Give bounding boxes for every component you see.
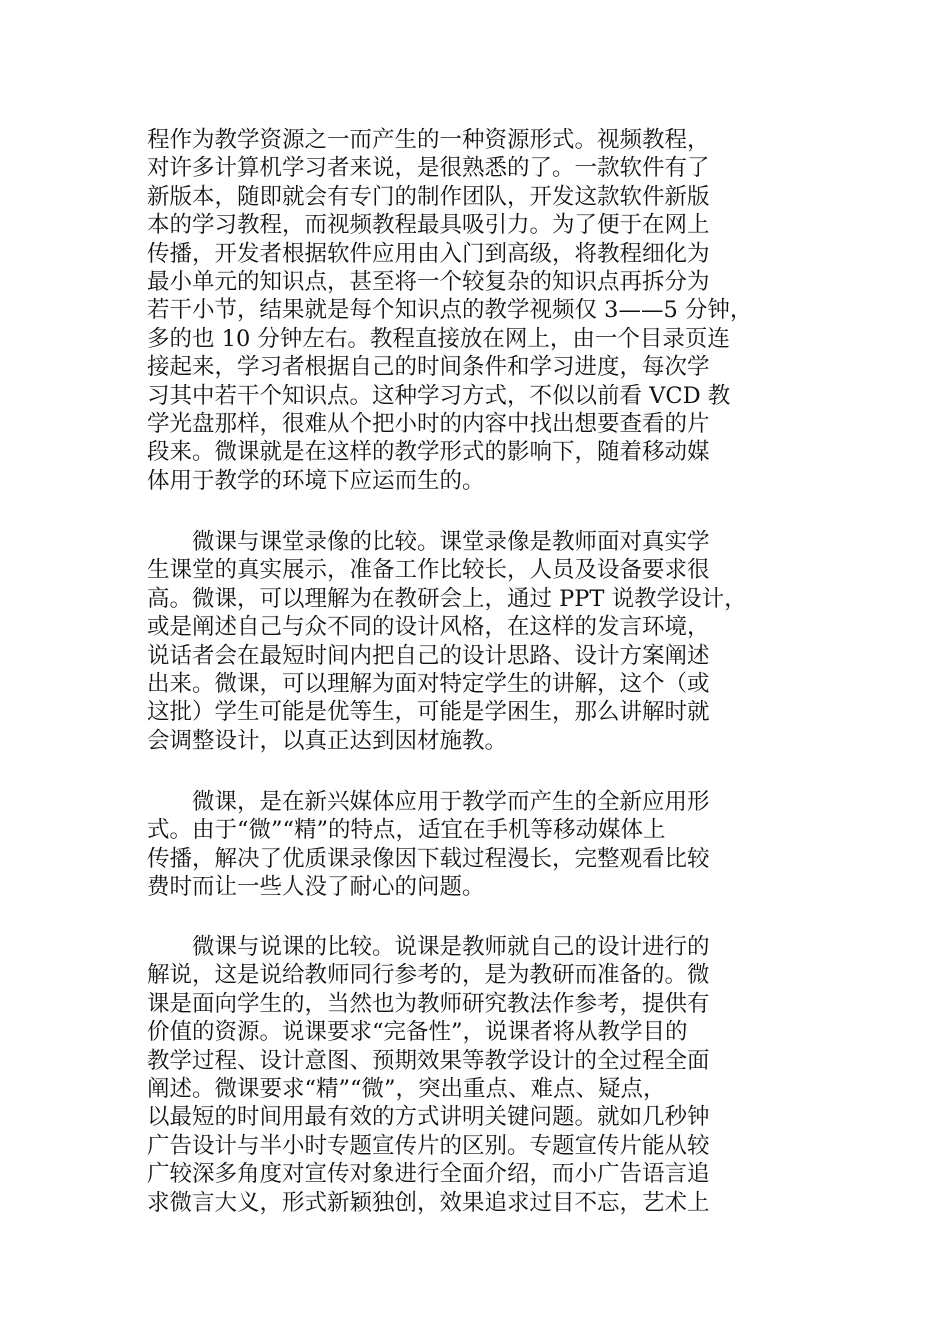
text-line: 教学过程、设计意图、预期效果等教学设计的全过程全面 <box>147 1047 710 1074</box>
text-line: 以最短的时间用最有效的方式讲明关键问题。就如几秒钟 <box>147 1104 710 1131</box>
text-line: 价值的资源。说课要求“完备性”，说课者将从教学目的 <box>147 1019 688 1046</box>
text-line: 生课堂的真实展示，准备工作比较长，人员及设备要求很 <box>147 557 710 584</box>
paragraph-lesson-presentation-comparison <box>147 933 815 1217</box>
text-line: 或是阐述自己与众不同的设计风格，在这样的发言环境， <box>147 614 710 641</box>
text-line: 体用于教学的环境下应运而生的。 <box>147 467 485 494</box>
text-line: 解说，这是说给教师同行参考的，是为教研而准备的。微 <box>147 962 710 989</box>
text-line: 出来。微课，可以理解为面对特定学生的讲解，这个（或 <box>147 670 710 697</box>
text-line: 式。由于“微”“精”的特点，适宜在手机等移动媒体上 <box>147 817 666 844</box>
text-line: 广较深多角度对宣传对象进行全面介绍，而小广告语言追 <box>147 1161 710 1188</box>
text-line: 对许多计算机学习者来说，是很熟悉的了。一款软件有了 <box>147 155 710 182</box>
paragraph-classroom-recording-comparison <box>147 528 815 755</box>
text-line: 广告设计与半小时专题宣传片的区别。专题宣传片能从较 <box>147 1132 710 1159</box>
text-line: 多的也 10 分钟左右。教程直接放在网上，由一个目录页连 <box>147 325 730 352</box>
text-line: 微课与说课的比较。说课是教师就自己的设计进行的 <box>147 934 710 960</box>
text-line: 若干小节，结果就是每个知识点的教学视频仅 3——5 分钟， <box>147 297 753 324</box>
text-line: 学光盘那样，很难从个把小时的内容中找出想要查看的片 <box>147 410 710 437</box>
text-line: 阐述。微课要求“精”“微”，突出重点、难点、疑点， <box>147 1075 666 1102</box>
text-line: 微课与课堂录像的比较。课堂录像是教师面对真实学 <box>147 529 710 555</box>
text-line: 求微言大义，形式新颖独创，效果追求过目不忘，艺术上 <box>147 1189 710 1216</box>
text-line: 课是面向学生的，当然也为教师研究教法作参考，提供有 <box>147 990 710 1017</box>
text-line: 程作为教学资源之一而产生的一种资源形式。视频教程， <box>147 127 710 153</box>
text-line: 说话者会在最短时间内把自己的设计思路、设计方案阐述 <box>147 642 710 669</box>
paragraph-video-tutorial <box>147 126 815 495</box>
paragraph-new-media-application <box>147 788 815 902</box>
text-line: 费时而让一些人没了耐心的问题。 <box>147 874 485 901</box>
text-line: 最小单元的知识点，甚至将一个较复杂的知识点再拆分为 <box>147 268 710 295</box>
text-line: 段来。微课就是在这样的教学形式的影响下，随着移动媒 <box>147 439 710 466</box>
text-line: 传播，开发者根据软件应用由入门到高级，将教程细化为 <box>147 240 710 267</box>
text-line: 接起来，学习者根据自己的时间条件和学习进度，每次学 <box>147 354 710 381</box>
text-line: 传播，解决了优质课录像因下载过程漫长，完整观看比较 <box>147 845 710 872</box>
text-line: 本的学习教程，而视频教程最具吸引力。为了便于在网上 <box>147 212 710 239</box>
text-line: 新版本，随即就会有专门的制作团队，开发这款软件新版 <box>147 183 710 210</box>
text-line: 微课，是在新兴媒体应用于教学而产生的全新应用形 <box>147 789 710 815</box>
text-line: 高。微课，可以理解为在教研会上，通过 PPT 说教学设计， <box>147 585 747 612</box>
text-line: 习其中若干个知识点。这种学习方式，不似以前看 VCD 教 <box>147 382 731 409</box>
text-line: 这批）学生可能是优等生，可能是学困生，那么讲解时就 <box>147 699 710 726</box>
text-line: 会调整设计，以真正达到因材施教。 <box>147 727 508 754</box>
